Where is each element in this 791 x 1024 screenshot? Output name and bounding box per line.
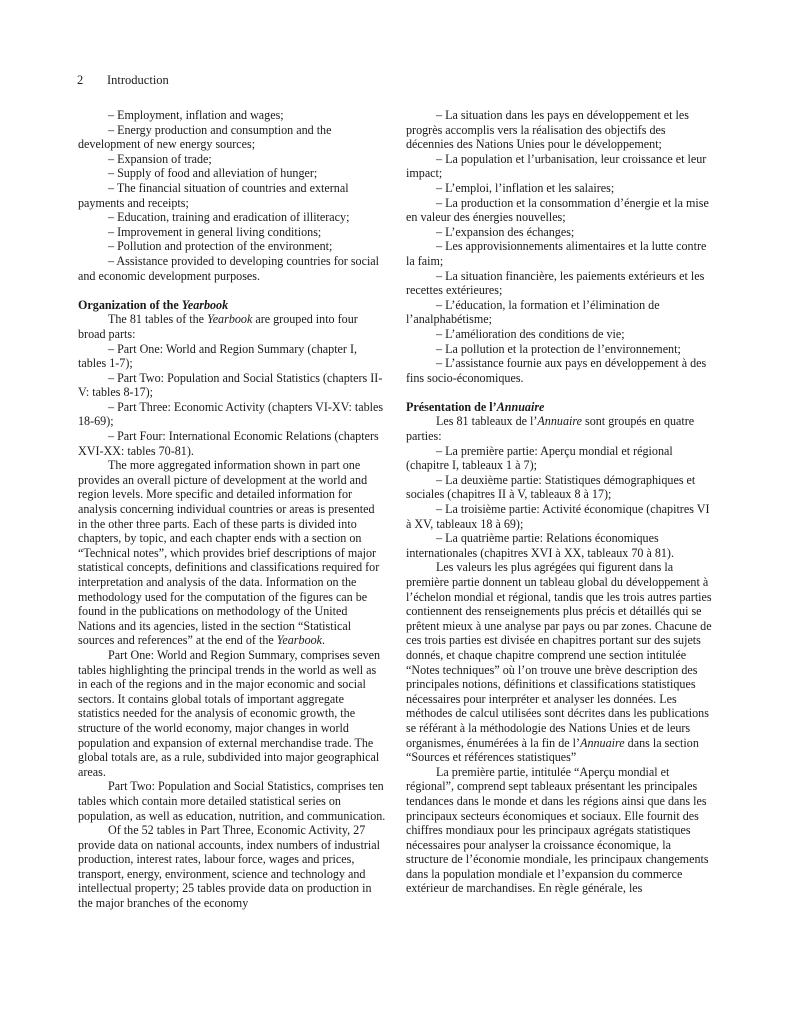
list-item: – Les approvisionnements alimentaires et la lutte contre la faim; xyxy=(406,239,707,268)
organization-intro-fr: Les 81 tableaux de l’Annuaire sont groupés en quatre parties: xyxy=(406,414,695,444)
list-item: – Part Two: Population and Social Statistics (chapters II-V: tables 8-17); xyxy=(78,370,383,400)
list-item: – Part One: World and Region Summary (chapter I, tables 1-7); xyxy=(78,341,358,371)
paragraph: Les valeurs les plus agrégées qui figurent dans la première partie donnent un tableau global du développement à l’échelon mondial et régional, tandis que les trois autres parties contiennent des renseignements plus précis et détaillés qui se prêtent mieux à une analyse par pays ou par zones. Chacune de ces trois parties est divisée en chapitres portant sur des sujets donnés, et chaque chapitre comprend une section intitulée “Notes techniques” où l’on trouve une brève description des principales notions, définitions et classifications statistiques nécessaires pour interpréter et analyser les données. Les méthodes de calcul utilisées sont décrites dans les publications se référant à la méthodologie des Nations Unies et de leurs organismes, énumérées à la fin de l’Annuaire dans la section “Sources et références statistiques” xyxy=(406,560,712,765)
paragraph: The more aggregated information shown in part one provides an overall picture of development at the world and region levels. More specific and detailed information for analysis concerning individual countries or areas is presented in the other three parts. Each of these parts is divided into chapters, by topic, and each chapter ends with a section on “Technical notes”, which provides brief descriptions of major statistical concepts, definitions and classifications required for interpretation and analysis of the data. Information on the methodology used for the computation of the figures can be found in the publications on methodology of the United Nations and its agencies, listed in the section “Statistical sources and references” at the end of the Yearbook. xyxy=(78,458,380,648)
list-item: – La quatrième partie: Relations économiques internationales (chapitres XVI à XX, tableaux 70 à 81). xyxy=(406,531,674,560)
list-item: – Part Four: International Economic Relations (chapters XVI-XX: tables 70-81). xyxy=(78,429,379,458)
paragraph: Part One: World and Region Summary, comprises seven tables highlighting the principal trends in the world as well as in each of the regions and in the major economic and social sectors. It contains global totals of important aggregate statistics needed for the analysis of economic growth, the structure of the world economy, major changes in world population and expansion of external merchandise trade. The global totals are, as a rule, subdivided into major geographical areas. xyxy=(78,647,381,779)
list-item: – La situation financière, les paiements extérieurs et les recettes extérieures; xyxy=(406,268,705,298)
topics-list-en xyxy=(78,108,386,283)
running-title: Introduction xyxy=(107,73,169,87)
list-item: – Part Three: Economic Activity (chapters VI-XV: tables 18-69); xyxy=(78,399,384,429)
organization-intro-en: The 81 tables of the Yearbook are grouped into four broad parts: xyxy=(78,312,358,341)
list-item: – La situation dans les pays en développement et les progrès accomplis vers la réalisation des objectifs des décennies des Nations Unies pour le développement; xyxy=(406,108,689,152)
list-item: – L’emploi, l’inflation et les salaires; xyxy=(436,180,615,195)
list-item: – L’amélioration des conditions de vie; xyxy=(436,326,625,341)
page-number: 2 xyxy=(77,73,84,87)
paragraph: Part Two: Population and Social Statistics, comprises ten tables which contain more detailed statistical series on population, as well as education, nutrition, and communication. xyxy=(78,779,386,823)
list-item: – Pollution and protection of the environment; xyxy=(108,239,333,254)
english-column xyxy=(78,108,386,911)
section-heading-en: Organization of the Yearbook xyxy=(78,297,229,312)
topics-list-fr xyxy=(406,108,714,385)
list-item: – Employment, inflation and wages; xyxy=(108,108,284,122)
list-item: – Expansion of trade; xyxy=(108,151,212,166)
list-item: – L’assistance fournie aux pays en développement à des fins socio-économiques. xyxy=(406,356,707,385)
list-item: – Assistance provided to developing countries for social and economic development purposes. xyxy=(78,253,380,283)
section-heading-fr: Présentation de l’Annuaire xyxy=(406,399,545,414)
list-item: – La production et la consommation d’énergie et la mise en valeur des énergies nouvelles; xyxy=(406,195,709,225)
page-header xyxy=(77,72,169,88)
list-item: – The financial situation of countries and external payments and receipts; xyxy=(78,180,349,210)
list-item: – Energy production and consumption and the development of new energy sources; xyxy=(78,122,332,152)
french-column xyxy=(406,108,714,896)
list-item: – L’éducation, la formation et l’élimination de l’analphabétisme; xyxy=(406,297,660,327)
list-item: – La population et l’urbanisation, leur croissance et leur impact; xyxy=(406,151,707,181)
list-item: – La pollution et la protection de l’environnement; xyxy=(436,341,681,356)
list-item: – La première partie: Aperçu mondial et régional (chapitre I, tableaux 1 à 7); xyxy=(406,443,673,473)
paragraph: Of the 52 tables in Part Three, Economic Activity, 27 provide data on national accounts, index numbers of industrial production, interest rates, labour force, wages and prices, transport, energy, environment, science and technology and intellectual property; 25 tables provide data on production in the major branches of the economy xyxy=(78,823,380,911)
list-item: – La troisième partie: Activité économique (chapitres VI à XV, tableaux 18 à 69); xyxy=(406,502,710,531)
list-item: – L’expansion des échanges; xyxy=(436,224,575,239)
list-item: – Supply of food and alleviation of hunger; xyxy=(108,166,318,181)
list-item: – Improvement in general living conditions; xyxy=(108,224,322,239)
list-item: – Education, training and eradication of illiteracy; xyxy=(108,210,350,225)
paragraph: La première partie, intitulée “Aperçu mondial et régional”, comprend sept tableaux présentant les principales tendances dans le monde et dans les régions ainsi que dans les principaux secteurs économiques et sociaux. Elle fournit des chiffres mondiaux pour les principaux agrégats statistiques nécessaires pour analyser la croissance économique, la structure de l’économie mondiale, les principaux changements dans la population mondiale et l’expansion du commerce extérieur de marchandises. En règle générale, les xyxy=(406,764,709,896)
list-item: – La deuxième partie: Statistiques démographiques et sociales (chapitres II à V, tableaux 8 à 17); xyxy=(406,472,696,502)
